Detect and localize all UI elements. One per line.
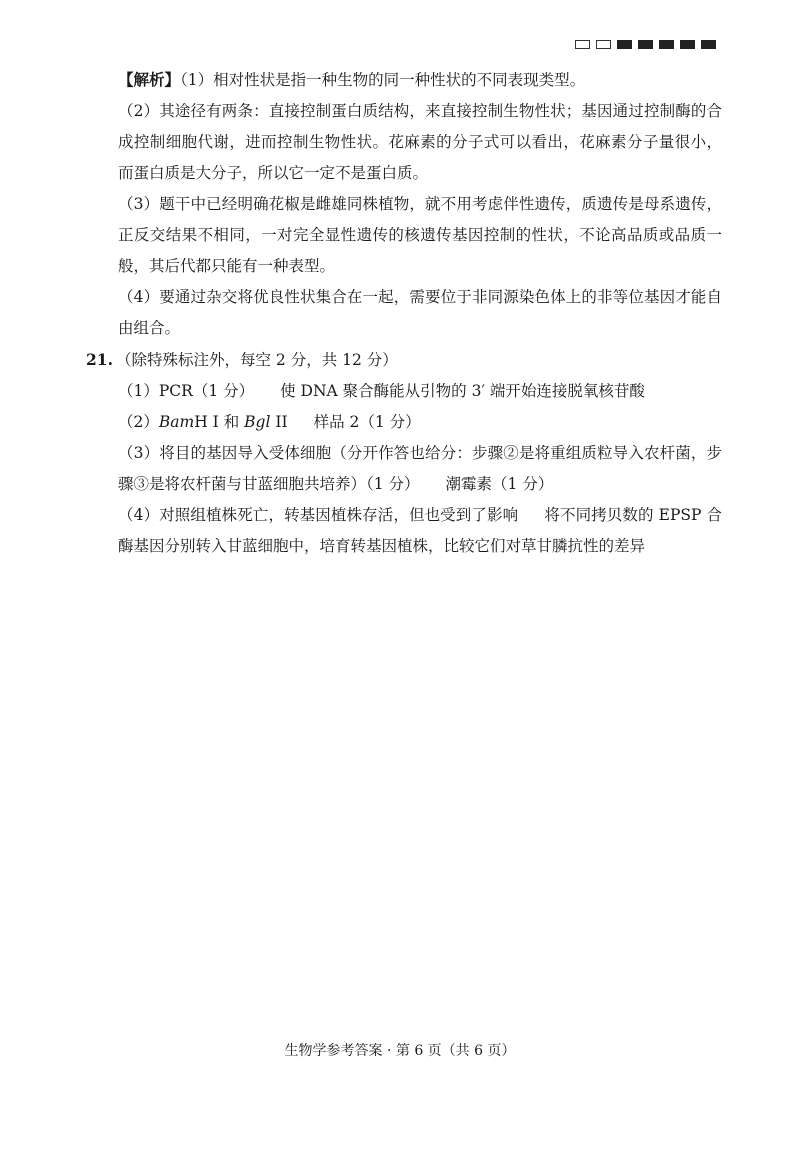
question-21-header (86, 344, 722, 376)
page-footer: 生物学参考答案 · 第 6 页（共 6 页） (284, 1043, 516, 1059)
page-mark (575, 40, 590, 49)
page-marks (575, 40, 716, 49)
enzyme-bglii: Bgl (244, 413, 271, 431)
question-header-text: （除特殊标注外，每空 2 分，共 12 分） (116, 351, 398, 369)
page-mark (617, 40, 632, 49)
q21-answer-4-part1: （4）对照组植株死亡，转基因植株存活，但也受到了影响 (118, 506, 519, 524)
q21-answer-1-part2: 使 DNA 聚合酶能从引物的 3′ 端开始连接脱氧核苷酸 (280, 382, 645, 400)
question-number: 21. (86, 350, 113, 369)
analysis-paragraph-4: （4）要通过杂交将优良性状集合在一起，需要位于非同源染色体上的非等位基因才能自由组合。 (118, 288, 722, 337)
page-mark (596, 40, 611, 49)
q21-answer-3-part2: 潮霉素（1 分） (445, 475, 554, 493)
q21-answer-2-prefix: （2） (118, 413, 159, 431)
enzyme-bglii-suffix: II (270, 413, 288, 431)
analysis-paragraph-3: （3）题干中已经明确花椒是雌雄同株植物，就不用考虑伴性遗传，质遗传是母系遗传，正反交结果不相同，一对完全显性遗传的核遗传基因控制的性状，不论高品质或品质一般，其后代都只能有一种表型。 (118, 195, 722, 275)
page-mark (638, 40, 653, 49)
answer-content (86, 64, 722, 562)
enzyme-bamhi: Bam (158, 413, 195, 431)
q21-answer-4-part2: 将不同拷贝数的 EPSP 合酶基因分别转入甘蓝细胞中，培育转基因植株，比较它们对草甘膦抗性的差异 (118, 506, 722, 555)
q21-answer-2 (118, 407, 722, 438)
analysis-paragraph-2: （2）其途径有两条：直接控制蛋白质结构，来直接控制生物性状；基因通过控制酶的合成控制细胞代谢，进而控制生物性状。花麻素的分子式可以看出，花麻素分子量很小，而蛋白质是大分子，所以它一定不是蛋白质。 (118, 102, 722, 182)
q21-answer-1-part1: （1）PCR（1 分） (118, 382, 255, 400)
analysis-paragraph-1 (118, 64, 722, 96)
page-mark (659, 40, 674, 49)
q21-answer-4 (118, 500, 722, 562)
q21-answer-3 (118, 438, 722, 500)
q21-answer-2-part2: 样品 2（1 分） (313, 413, 421, 431)
page-mark (701, 40, 716, 49)
q21-answer-3-part1: （3）将目的基因导入受体细胞（分开作答也给分：步骤②是将重组质粒导入农杆菌，步骤③是将农杆菌与甘蓝细胞共培养）（1 分） (118, 444, 722, 493)
q21-answer-1 (118, 376, 722, 407)
page-mark (680, 40, 695, 49)
analysis-text-1: （1）相对性状是指一种生物的同一种性状的不同表现类型。 (180, 71, 586, 89)
enzyme-bamhi-suffix: H I 和 (194, 413, 245, 431)
analysis-label: 【解析】 (118, 70, 181, 89)
